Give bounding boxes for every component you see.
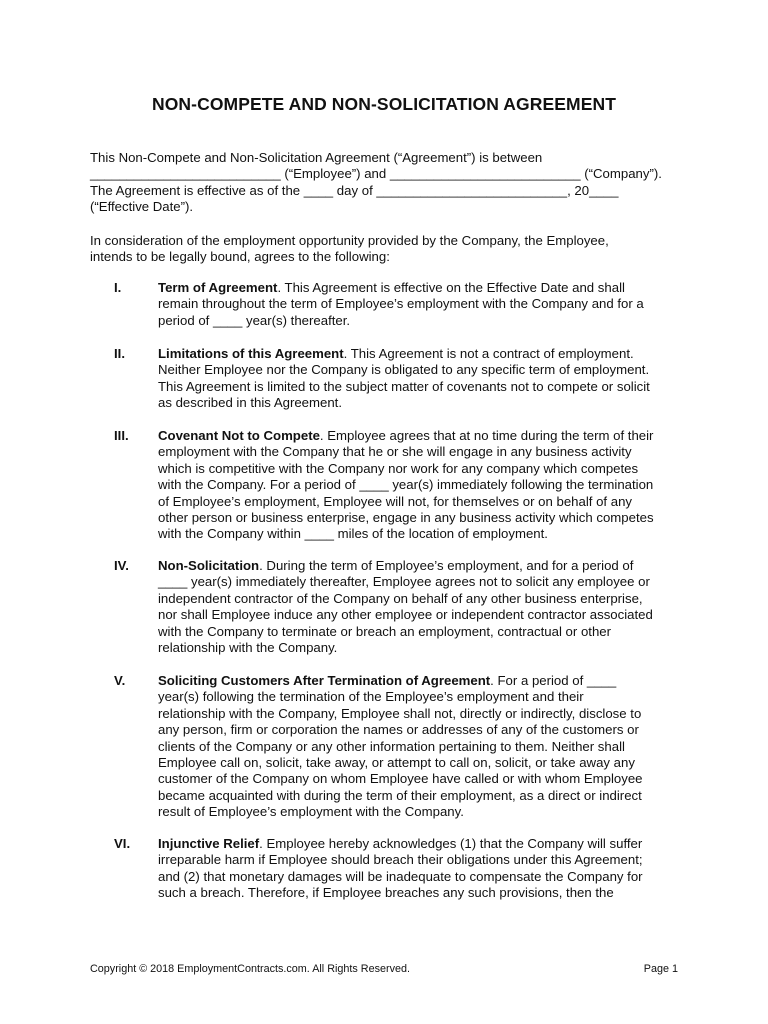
- intro-line: The Agreement is effective as of the ____ day of __________________________, 20____: [90, 182, 619, 198]
- clause-body: [158, 428, 698, 543]
- clause-line: relationship with the Company, Employee shall not, directly or indirectly, disclose to: [158, 705, 642, 721]
- clause-line: with the Company within ____ miles of the location of employment.: [158, 526, 548, 542]
- clause-line: year(s) following the termination of the Employee’s employment and their: [158, 689, 584, 705]
- clause-line: employment with the Company that he or she will engage in any business activity: [158, 444, 632, 460]
- clause-heading: Non-Solicitation: [158, 558, 260, 573]
- clause-heading: Limitations of this Agreement: [158, 346, 344, 361]
- clause-number: V.: [114, 673, 126, 688]
- clause-number: IV.: [114, 558, 129, 573]
- clause-line: with the Company to terminate or breach an employment, contractual or other: [158, 623, 611, 639]
- clause-line: clients of the Company or any other information pertaining to them. Neither shall: [158, 738, 625, 754]
- clause-text: . This Agreement is effective on the Effective Date and shall: [277, 280, 625, 295]
- clause-text: . Employee agrees that at no time during the term of their: [319, 428, 654, 443]
- clause-line: with the Company. For a period of ____ year(s) immediately following the termination: [158, 477, 654, 493]
- clause-text: . During the term of Employee’s employment, and for a period of: [259, 558, 634, 573]
- intro-line: (“Effective Date”).: [90, 199, 194, 215]
- clause-line: any person, firm or corporation the names or addresses of any of the customers or: [158, 722, 639, 738]
- clause-number: VI.: [114, 836, 131, 851]
- clause-first-line: [158, 280, 698, 296]
- footer-page-number: Page 1: [643, 963, 678, 975]
- clause-body: [158, 558, 698, 656]
- clause-line: result of Employee’s employment with the Company.: [158, 804, 464, 820]
- clause-line: independent contractor of the Company on behalf of any other business enterprise,: [158, 590, 643, 606]
- clause-first-line: [158, 558, 698, 574]
- clause-heading: Soliciting Customers After Termination of Agreement: [158, 673, 491, 688]
- clause-line: and (2) that monetary damages will be inadequate to compensate the Company for: [158, 868, 643, 884]
- clause-text: . Employee hereby acknowledges (1) that the Company will suffer: [259, 836, 643, 851]
- clause-line: as described in this Agreement.: [158, 395, 342, 411]
- clause-line: which is competitive with the Company nor work for any company which competes: [158, 460, 639, 476]
- clause-body: [158, 346, 698, 412]
- intro-line: This Non-Compete and Non-Solicitation Agreement (“Agreement”) is between: [90, 150, 543, 165]
- intro-paragraph: [90, 150, 690, 216]
- clause-line: remain throughout the term of Employee’s employment with the Company and for a: [158, 296, 644, 312]
- consideration-line: In consideration of the employment opportunity provided by the Company, the Employee,: [90, 233, 609, 248]
- clause-line: became acquainted with during the term of their employment, as a direct or indirect: [158, 787, 642, 803]
- clause-heading: Term of Agreement: [158, 280, 278, 295]
- clause-line: Neither Employee nor the Company is obligated to any specific term of employment.: [158, 362, 650, 378]
- clause-line: This Agreement is limited to the subject matter of covenants not to compete or solicit: [158, 378, 650, 394]
- clause-line: other person or business enterprise, engage in any business activity which competes: [158, 510, 654, 526]
- clause-number: III.: [114, 428, 129, 443]
- footer-copyright: Copyright © 2018 EmploymentContracts.com. All Rights Reserved.: [90, 963, 410, 975]
- consideration-paragraph: [90, 233, 690, 266]
- clause-heading: Covenant Not to Compete: [158, 428, 320, 443]
- clause-first-line: [158, 673, 698, 689]
- intro-line: __________________________ (“Employee”) and __________________________ (“Company”).: [90, 166, 662, 182]
- clause-line: ____ year(s) immediately thereafter, Employee agrees not to solicit any employee or: [158, 574, 650, 590]
- clause-body: [158, 673, 698, 821]
- clause-line: nor shall Employee induce any other employee or independent contractor associated: [158, 607, 653, 623]
- clause-text: . This Agreement is not a contract of employment.: [343, 346, 634, 361]
- clause-text: . For a period of ____: [490, 673, 617, 688]
- clause-first-line: [158, 346, 698, 362]
- clause-line: irreparable harm if Employee should breach their obligations under this Agreement;: [158, 852, 643, 868]
- consideration-line: intends to be legally bound, agrees to the following:: [90, 249, 390, 265]
- clause-first-line: [158, 428, 698, 444]
- clause-line: of Employee’s employment, Employee will not, for themselves or on behalf of any: [158, 493, 633, 509]
- clause-line: relationship with the Company.: [158, 640, 338, 656]
- clause-line: customer of the Company on whom Employee have called or with whom Employee: [158, 771, 643, 787]
- clause-number: I.: [114, 280, 122, 295]
- clause-body: [158, 836, 698, 902]
- clause-body: [158, 280, 698, 329]
- document-title: NON-COMPETE AND NON-SOLICITATION AGREEMENT: [151, 94, 617, 114]
- clause-line: Employee call on, solicit, take away, or attempt to call on, solicit, or take away any: [158, 755, 635, 771]
- clause-line: period of ____ year(s) thereafter.: [158, 312, 351, 328]
- clause-heading: Injunctive Relief: [158, 836, 260, 851]
- clause-number: II.: [114, 346, 125, 361]
- clause-first-line: [158, 836, 698, 852]
- clause-line: such a breach. Therefore, if Employee breaches any such provisions, then the: [158, 885, 614, 901]
